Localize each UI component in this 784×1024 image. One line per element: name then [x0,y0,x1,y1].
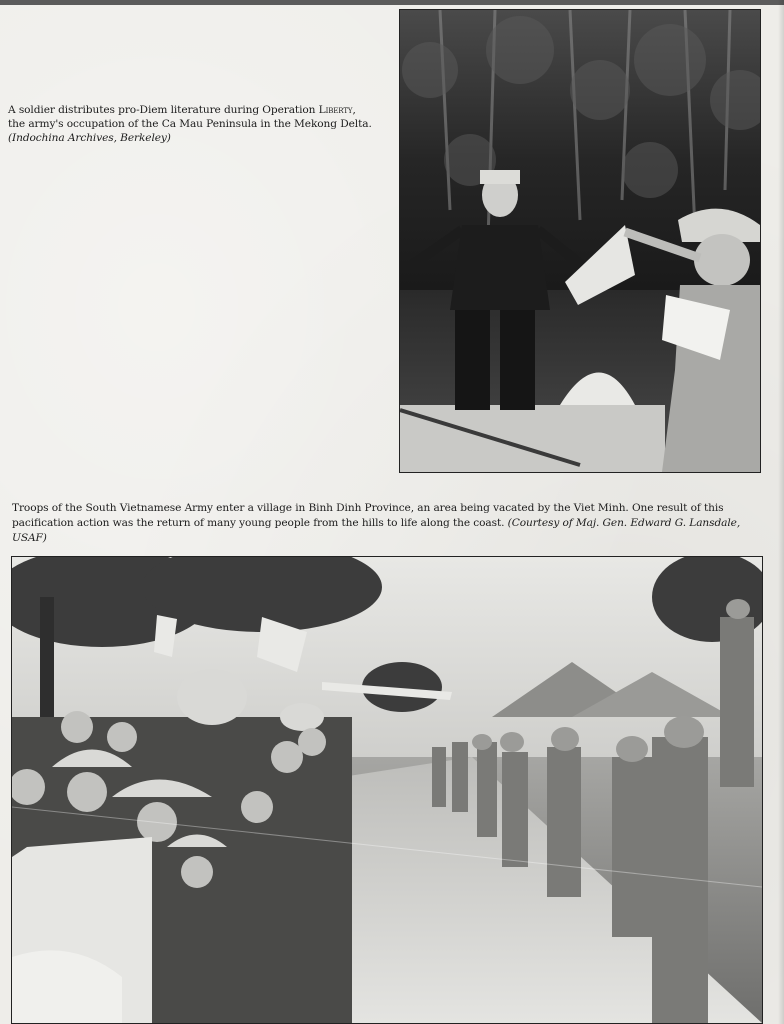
caption-mid-credit: (Courtesy of Maj. Gen. Edward G. Lansdale, USAF) [12,517,741,544]
caption-top-line1-start: A soldier distributes pro-Diem literature during Operation [8,104,319,116]
photo-troops-marching-village [11,556,763,1024]
photo-troops-illustration [12,557,762,1023]
page-top-edge [0,0,784,5]
caption-top-line1-end: , [352,104,356,116]
caption-top-credit: (Indochina Archives, Berkeley) [8,132,171,144]
page-right-edge [778,0,784,1024]
photo-soldier-with-literature [399,9,761,473]
photo-soldier-illustration [400,10,760,472]
caption-mid-text: Troops of the South Vietnamese Army enter a village in Binh Dinh Province, an area being vacated by the Viet Minh. One result of this pacification action was the return of many young people from the hills to life along the coast. [12,502,724,529]
caption-top-line2: the army's occupation of the Ca Mau Peninsula in the Mekong Delta. [8,118,372,130]
caption-troops-enter-village [12,501,764,546]
caption-top-operation-name: Liberty [318,104,353,116]
caption-soldier-distributes-literature [8,103,388,145]
